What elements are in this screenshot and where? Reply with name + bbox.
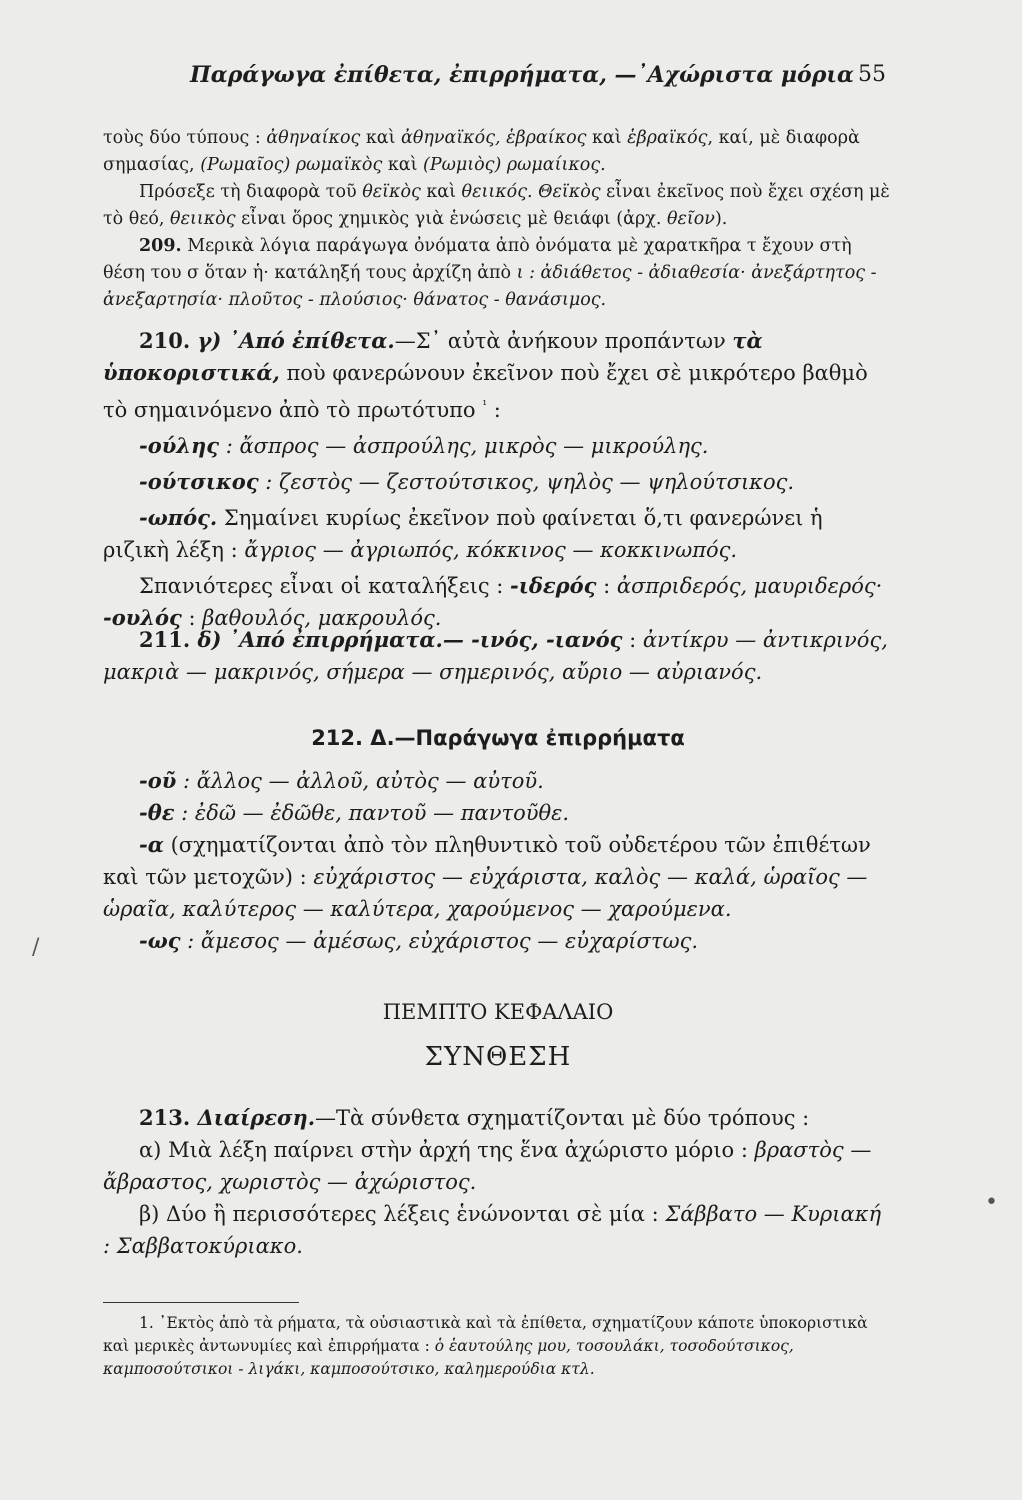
section-211-text: 211. δ) ᾿Από ἐπιρρήματα.— -ινός, -ιανός : ἀντίκρυ — ἀντικρινός, μακριὰ — μακρινός, σήμερα — σημερινός, αὔριο — αὐριανός. (103, 627, 888, 684)
suffix-os: -ως : ἄμεσος — ἀμέσως, εὐχάριστος — εὐχαρίστως. (139, 928, 699, 953)
suffix-outsikos: -ούτσικος : ζεστὸς — ζεστούτσικος, ψηλὸς — ψηλούτσικος. (139, 469, 795, 494)
section-213 (103, 1102, 893, 1262)
section-211 (103, 624, 893, 688)
section-213-a: α) Μιὰ λέξη παίρνει στὴν ἀρχή της ἕνα ἀχώριστο μόριο : βραστὸς — ἄβραστος, χωριστὸς — ἀχώριστος. (103, 1138, 872, 1194)
running-title: Παράγωγα ἐπίθετα, ἐπιρρήματα, —᾿Αχώριστα μόρια (190, 62, 854, 88)
section-210 (103, 325, 893, 634)
page-number: 55 (858, 62, 886, 87)
running-header (190, 62, 886, 88)
paragraph-types: τοὺς δύο τύπους : ἀθηναίκος καὶ ἀθηναϊκός, ἑβραίκος καὶ ἑβραϊκός, καί, μὲ διαφορὰ σημασίας, (Ρωμαῖος) ρωμαϊκὸς καὶ (Ρωμιὸς) ρωμαίικος. (103, 128, 860, 175)
suffix-a: -α (σχηματίζονται ἀπὸ τὸν πληθυντικὸ τοῦ οὐδετέρου τῶν ἐπιθέτων καὶ τῶν μετοχῶν) : εὐχάριστος — εὐχάριστα, καλὸς — καλά, ὡραῖος — ὡραῖα, καλύτερος — καλύτερα, χαρούμενος — χαρούμενα. (103, 832, 871, 921)
section-213-b: β) Δύο ἢ περισσότερες λέξεις ἑνώνονται σὲ μία : Σάββατο — Κυριακή : Σαββατοκύριακο. (103, 1202, 882, 1258)
paragraph-theikos: Πρόσεξε τὴ διαφορὰ τοῦ θεϊκὸς καὶ θειικός. Θεϊκὸς εἶναι ἐκεῖνος ποὺ ἔχει σχέση μὲ τὸ θεό, θειικὸς εἶναι ὅρος χημικὸς γιὰ ἑνώσεις μὲ θειάφι (ἀρχ. θεῖον). (103, 182, 890, 229)
rare-suffixes: Σπανιότερες εἶναι οἱ καταλήξεις : -ιδερός : ἀσπριδερός, μαυριδερός· -ουλός : βαθουλός, μακρουλός. (103, 573, 883, 630)
paragraph-209: 209. Μερικὰ λόγια παράγωγα ὀνόματα ἀπὸ ὀνόματα μὲ χαρατκῆρα τ ἔχουν στὴ θέση του σ ὅταν ἡ· κατάληξή τους ἀρχίζη ἀπὸ ι : ἀδιάθετος - ἀδιαθεσία· ἀνεξάρτητος - ἀνεξαρτησία· πλοῦτος - πλούσιος· θάνατος - θανάσιμος. (103, 236, 877, 310)
section-210-intro: 210. γ) ᾿Από ἐπίθετα.—Σ᾿ αὐτὰ ἀνήκουν προπάντων τὰ ὑποκοριστικά, ποὺ φανερώνουν ἐκεῖνον ποὺ ἔχει σὲ μικρότερο βαθμὸ τὸ σημαινόμενο ἀπὸ τὸ πρωτότυπο $^{^1}$ : (103, 328, 868, 422)
chapter-title: ΣΥΝΘΕΣΗ (424, 1042, 572, 1072)
section-212-heading: 212. Δ.—Παράγωγα ἐπιρρήματα (311, 726, 685, 750)
suffix-oulis: -ούλης : ἄσπρος — ἀσπρούλης, μικρὸς — μικρούλης. (139, 433, 709, 458)
suffix-the: -θε : ἐδῶ — ἐδῶθε, παντοῦ — παντοῦθε. (139, 800, 570, 825)
margin-mark: • (985, 1190, 998, 1215)
top-paragraphs (103, 125, 893, 314)
margin-mark: / (32, 935, 40, 960)
footnote: 1. ᾿Εκτὸς ἀπὸ τὰ ρήματα, τὰ οὐσιαστικὰ καὶ τὰ ἐπίθετα, σχηματίζουν κάποτε ὑποκοριστικὰ καὶ μερικὲς ἀντωνυμίες καὶ ἐπιρρήματα : ὁ ἑαυτούλης μου, τοσουλάκι, τοσοδούτσικος, καμποσούτσικοι - λιγάκι, καμποσούτσικο, καλημερούδια κτλ. (103, 1314, 868, 1378)
chapter-label: ΠΕΜΠΤΟ ΚΕΦΑΛΑΙΟ (382, 1000, 614, 1024)
section-212-heading-wrap (103, 722, 893, 754)
suffix-opos: -ωπός. Σημαίνει κυρίως ἐκεῖνον ποὺ φαίνεται ὅ,τι φανερώνει ἡ ριζικὴ λέξη : ἄγριος — ἀγριωπός, κόκκινος — κοκκινωπός. (103, 505, 823, 562)
footnote-rule (103, 1302, 299, 1303)
section-213-intro: 213. Διαίρεση.—Τὰ σύνθετα σχηματίζονται μὲ δύο τρόπους : (139, 1105, 810, 1130)
section-212 (103, 765, 893, 957)
suffix-ou: -οῦ : ἄλλος — ἀλλοῦ, αὐτὸς — αὐτοῦ. (139, 768, 544, 793)
